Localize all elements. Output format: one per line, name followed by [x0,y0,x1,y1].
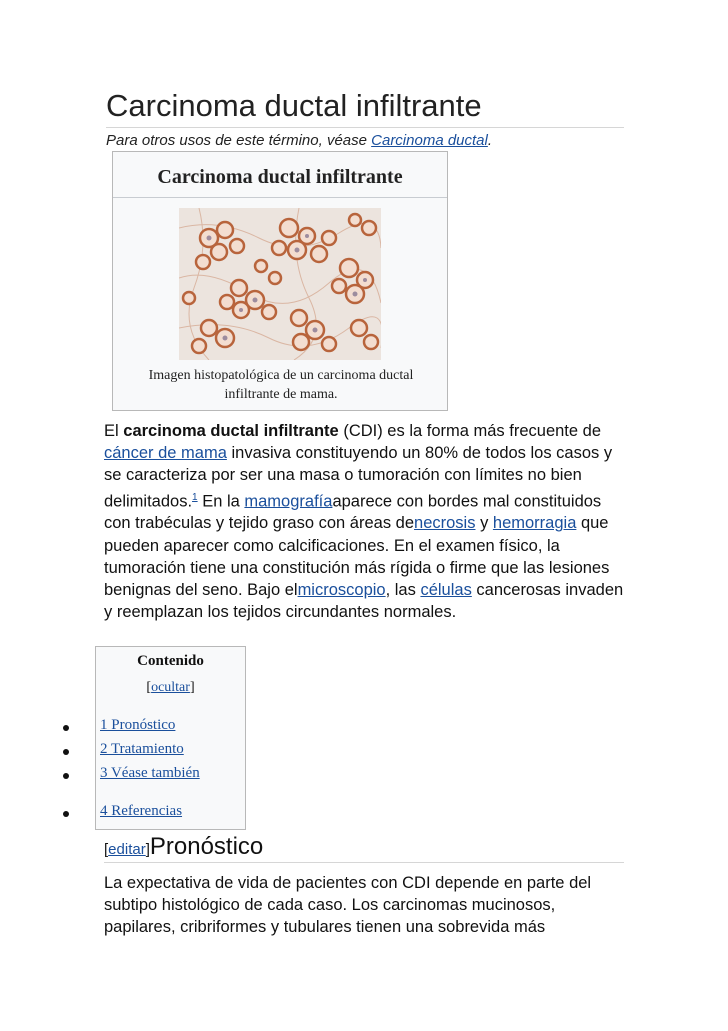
toc-item-vease-tambien[interactable]: 3 Véase también [100,765,200,781]
section-divider [104,862,624,863]
bullet-icon [63,725,69,731]
pronostico-paragraph: La expectativa de vida de pacientes con CDI depende en parte del subtipo histológico de cada caso. Los carcinomas mucinosos, papilares, cribriformes y tubulares tienen una sobrevida más [104,874,592,937]
intro-text: y [475,514,493,533]
hatnote-suffix: . [487,132,493,149]
histology-picture [179,208,381,360]
toc-title: Contenido [137,653,204,669]
reference-link-1[interactable]: 1 [192,491,198,503]
bullet-icon [63,749,69,755]
intro-text: aparece con bordes mal constituidos con trabéculas y tejido graso con áreas de [104,492,602,533]
bullet-icon [63,773,69,779]
infobox [112,151,448,411]
section-heading-pronostico [104,832,263,865]
intro-text: invasiva constituyendo un 80% de todos los casos y se caracteriza por ser una masa o tumoración con límites no bien delimitados. [104,444,613,511]
toc-item-pronostico[interactable]: 1 Pronóstico [100,717,176,733]
toc-toggle [96,680,245,696]
link-necrosis[interactable]: necrosis [414,514,476,533]
section-title: Pronóstico [149,833,264,860]
infobox-divider [113,197,447,198]
intro-text: En la [197,492,245,511]
toc-bracket: [ [146,680,152,695]
intro-text: (CDI) es la forma más frecuente de [338,422,601,440]
toc-item-tratamiento[interactable]: 2 Tratamiento [100,741,184,757]
title-divider [106,127,624,128]
link-hemorragia[interactable]: hemorragia [492,514,577,533]
edit-bracket: [ [104,841,109,858]
intro-paragraph [104,420,626,623]
hatnote-prefix: Para otros usos de este término, véase [106,132,372,149]
bullet-icon [63,811,69,817]
link-microscopio[interactable]: microscopio [297,580,386,599]
toc-bracket: ] [189,680,195,695]
intro-text: , las [385,580,421,599]
toc-item-referencias[interactable]: 4 Referencias [100,803,183,819]
intro-text: El [104,422,124,440]
hatnote [106,131,492,151]
intro-bold-term: carcinoma ductal infiltrante [123,422,339,440]
page-title: Carcinoma ductal infiltrante [106,88,482,123]
infobox-caption: Imagen histopatológica de un carcinoma ductal infiltrante de mama. [148,368,414,402]
link-cancer-de-mama[interactable]: cáncer de mama [104,444,227,463]
histopathology-image[interactable] [179,208,381,360]
intro-text: que pueden aparecer como calcificaciones. En el examen físico, la tumoración tiene una constitución más rígida o firme que las lesiones benignas del seno. Bajo el [104,514,610,599]
edit-section-link[interactable]: editar [108,841,146,858]
link-mamografia[interactable]: mamografía [244,492,333,511]
toc-hide-link[interactable]: ocultar [151,680,190,695]
hatnote-link-carcinoma-ductal[interactable]: Carcinoma ductal [371,132,488,149]
intro-text: cancerosas invaden y reemplazan los tejidos circundantes normales. [104,580,624,622]
infobox-title: Carcinoma ductal infiltrante [157,166,403,188]
edit-bracket: ] [145,841,150,858]
link-celulas[interactable]: células [420,580,472,599]
edit-section [104,841,150,858]
